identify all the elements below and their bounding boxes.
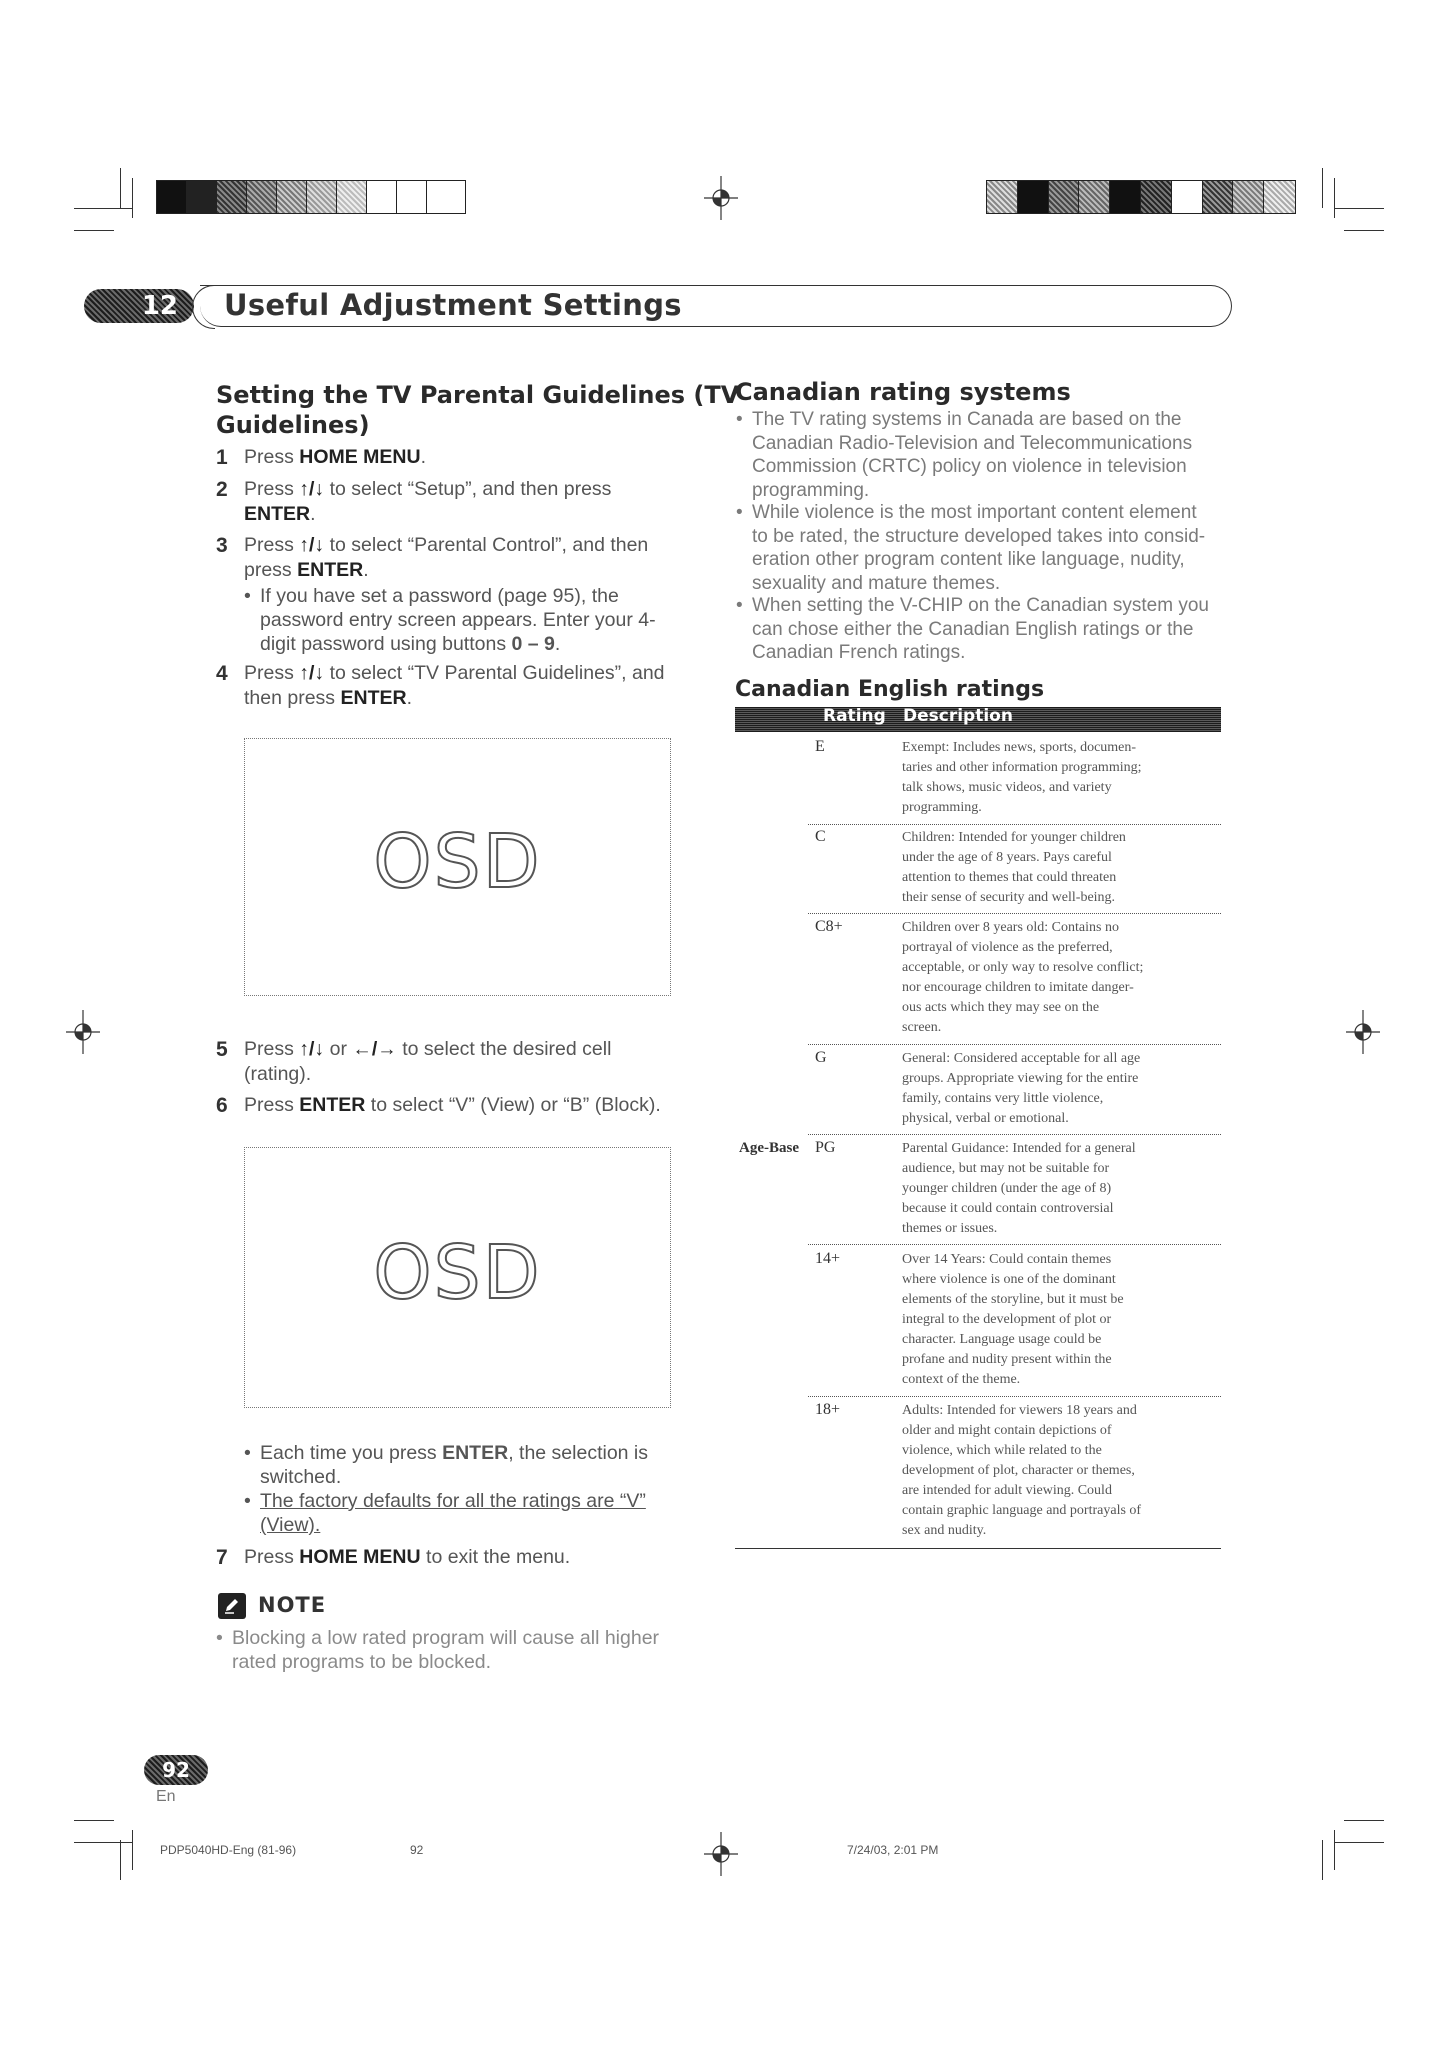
step-7 xyxy=(216,1545,571,1570)
rating-code: PG xyxy=(815,1139,836,1156)
description-line: family, contains very little violence, xyxy=(902,1091,1104,1106)
bullet-line: Canadian French ratings. xyxy=(752,642,966,663)
language-label: En xyxy=(156,1788,176,1805)
rating-code: G xyxy=(815,1049,827,1066)
rating-code: 14+ xyxy=(815,1250,841,1267)
description-line: Children over 8 years old: Contains no xyxy=(902,920,1119,935)
description-line: nor encourage children to imitate danger- xyxy=(902,980,1134,995)
step-number: 1 xyxy=(216,446,228,469)
step-text: then press xyxy=(244,687,341,709)
step-text: to select the desired cell xyxy=(396,1038,612,1060)
note-line: Blocking a low rated program will cause all higher xyxy=(232,1627,660,1649)
step-number: 4 xyxy=(216,662,228,685)
step-text: . xyxy=(420,446,427,468)
step-5 xyxy=(216,1037,612,1087)
step-3 xyxy=(216,533,649,583)
bullet-icon: • xyxy=(244,585,251,607)
section-title xyxy=(216,380,739,440)
canadian-english-subtitle: Canadian English ratings xyxy=(735,677,1045,702)
registration-target-icon xyxy=(1346,1010,1380,1054)
row-divider xyxy=(808,1134,1221,1135)
rating-code: E xyxy=(815,738,825,755)
age-base-label: Age-Base xyxy=(739,1140,799,1156)
color-bar-right xyxy=(986,180,1296,214)
step-text: Press xyxy=(244,1038,300,1060)
osd-placeholder xyxy=(244,1147,671,1408)
step-text: . xyxy=(310,503,316,525)
row-divider xyxy=(808,1396,1221,1397)
description-line: attention to themes that could threaten xyxy=(902,870,1117,885)
registration-target-icon xyxy=(704,176,738,220)
bullet-line: sexuality and mature themes. xyxy=(752,572,1001,594)
step-text: to select “V” (View) or “B” (Block). xyxy=(365,1094,661,1116)
rating-description xyxy=(902,1049,1222,1129)
bullet-factory-defaults xyxy=(244,1489,646,1537)
bullet-text: switched. xyxy=(260,1466,342,1488)
description-line: their sense of security and well-being. xyxy=(902,890,1116,905)
bullet-line: Canadian Radio-Television and Telecommunications xyxy=(752,432,1193,454)
section-title-line: Guidelines) xyxy=(216,411,370,439)
step-number: 3 xyxy=(216,534,228,557)
chapter-number: 12 xyxy=(141,291,178,321)
arrow-keys-icon: ←/→ xyxy=(352,1038,397,1060)
key-label: ENTER xyxy=(299,1094,366,1116)
bullet-line: While violence is the most important content element xyxy=(752,502,1197,523)
note-text xyxy=(216,1626,660,1674)
step-2 xyxy=(216,477,612,527)
step-text: Press xyxy=(244,478,300,500)
step-number: 5 xyxy=(216,1038,228,1061)
bullet-icon: • xyxy=(736,502,743,523)
row-divider xyxy=(808,824,1221,825)
description-line: violence, which while related to the xyxy=(902,1443,1102,1458)
key-label: ENTER xyxy=(297,559,364,581)
description-line: audience, but may not be suitable for xyxy=(902,1161,1110,1176)
column-header-rating: Rating xyxy=(823,706,886,726)
bullet-text: . xyxy=(554,633,561,655)
description-line: sex and nudity. xyxy=(902,1523,987,1538)
description-line: Over 14 Years: Could contain themes xyxy=(902,1252,1112,1267)
canadian-rating-title: Canadian rating systems xyxy=(735,378,1071,406)
arrow-keys-icon: ↑/↓ xyxy=(299,1038,325,1060)
description-line: context of the theme. xyxy=(902,1372,1021,1387)
description-line: elements of the storyline, but it must be xyxy=(902,1292,1124,1307)
osd-label: OSD xyxy=(373,819,542,905)
step-4 xyxy=(216,661,665,711)
description-line: General: Considered acceptable for all age xyxy=(902,1051,1141,1066)
bullet-text: password entry screen appears. Enter your 4- xyxy=(260,609,656,631)
step-text: Press xyxy=(244,1546,300,1568)
footer-page-number: 92 xyxy=(410,1843,424,1857)
rating-description xyxy=(902,918,1222,1038)
description-line: groups. Appropriate viewing for the entire xyxy=(902,1071,1139,1086)
bullet-icon: • xyxy=(736,595,743,616)
description-line: where violence is one of the dominant xyxy=(902,1272,1116,1287)
step-text: or xyxy=(324,1038,353,1060)
description-line: screen. xyxy=(902,1020,942,1035)
bullet-line: programming. xyxy=(752,479,870,501)
bullet-line: to be rated, the structure developed takes into consid- xyxy=(752,525,1206,547)
table-bottom-rule xyxy=(735,1548,1221,1549)
color-bar-left xyxy=(156,180,466,214)
bullet-text: The factory defaults for all the ratings are “V” xyxy=(260,1490,646,1512)
step-3-bullet xyxy=(244,584,656,656)
description-line: integral to the development of plot or xyxy=(902,1312,1112,1327)
description-line: Exempt: Includes news, sports, documen- xyxy=(902,740,1137,755)
description-line: are intended for adult viewing. Could xyxy=(902,1483,1112,1498)
description-line: younger children (under the age of 8) xyxy=(902,1181,1112,1196)
rating-code: C8+ xyxy=(815,918,843,935)
row-divider xyxy=(808,1044,1221,1045)
step-text: (rating). xyxy=(244,1063,312,1085)
row-divider xyxy=(808,913,1221,914)
note-line: rated programs to be blocked. xyxy=(232,1651,492,1673)
description-line: because it could contain controversial xyxy=(902,1201,1114,1216)
key-label: HOME MENU xyxy=(299,446,421,468)
osd-placeholder xyxy=(244,738,671,996)
rating-description xyxy=(902,738,1222,818)
bullet-text: Each time you press xyxy=(260,1442,443,1464)
bullet-line: can chose either the Canadian English ratings or the xyxy=(752,618,1194,640)
arrow-keys-icon: ↑/↓ xyxy=(299,478,325,500)
note-label: NOTE xyxy=(258,1593,327,1617)
step-text: to select “Setup”, and then press xyxy=(324,478,612,500)
description-line: talk shows, music videos, and variety xyxy=(902,780,1112,795)
note-pencil-icon xyxy=(218,1593,246,1619)
key-label: ENTER xyxy=(340,687,407,709)
chapter-badge xyxy=(84,289,194,323)
description-line: under the age of 8 years. Pays careful xyxy=(902,850,1112,865)
step-number: 2 xyxy=(216,478,228,501)
canadian-bullet xyxy=(736,408,1193,502)
bullet-line: The TV rating systems in Canada are based on the xyxy=(752,409,1182,430)
bullet-icon: • xyxy=(216,1627,223,1649)
step-text: Press xyxy=(244,1094,300,1116)
bullet-enter-switch xyxy=(244,1441,649,1489)
step-text: press xyxy=(244,559,298,581)
key-label: 0 – 9 xyxy=(511,633,555,655)
chapter-title: Useful Adjustment Settings xyxy=(224,288,682,322)
registration-target-icon xyxy=(704,1832,738,1876)
step-number: 6 xyxy=(216,1094,228,1117)
canadian-bullet xyxy=(736,594,1209,665)
step-text: . xyxy=(363,559,369,581)
step-text: Press xyxy=(244,446,300,468)
footer-file-name: PDP5040HD-Eng (81-96) xyxy=(160,1843,297,1857)
footer-datetime: 7/24/03, 2:01 PM xyxy=(847,1843,939,1857)
step-text: Press xyxy=(244,534,300,556)
key-label: HOME MENU xyxy=(299,1546,421,1568)
key-label: ENTER xyxy=(244,503,311,525)
page-number-badge xyxy=(144,1755,208,1785)
description-line: development of plot, character or themes, xyxy=(902,1463,1135,1478)
osd-label: OSD xyxy=(373,1230,542,1316)
bullet-icon: • xyxy=(736,409,743,430)
description-line: physical, verbal or emotional. xyxy=(902,1111,1069,1126)
bullet-text: (View). xyxy=(260,1514,321,1536)
description-line: themes or issues. xyxy=(902,1221,998,1236)
rating-code: 18+ xyxy=(815,1401,841,1418)
canadian-bullet xyxy=(736,501,1206,595)
page-number: 92 xyxy=(162,1758,190,1782)
description-line: older and might contain depictions of xyxy=(902,1423,1112,1438)
description-line: programming. xyxy=(902,800,982,815)
step-text: . xyxy=(406,687,412,709)
rating-code: C xyxy=(815,828,826,845)
rating-description xyxy=(902,1139,1222,1239)
description-line: contain graphic language and portrayals of xyxy=(902,1503,1142,1518)
bullet-text: If you have set a password (page 95), the xyxy=(260,585,619,607)
description-line: Children: Intended for younger children xyxy=(902,830,1126,845)
step-1 xyxy=(216,445,427,470)
registration-target-icon xyxy=(66,1010,100,1054)
column-header-description: Description xyxy=(903,706,1013,726)
bullet-line: eration other program content like language, nudity, xyxy=(752,549,1185,570)
bullet-icon: • xyxy=(244,1490,251,1512)
bullet-icon: • xyxy=(244,1442,251,1464)
step-text: to exit the menu. xyxy=(420,1546,571,1568)
bullet-text: digit password using buttons xyxy=(260,633,512,655)
rating-description xyxy=(902,1250,1222,1390)
arrow-keys-icon: ↑/↓ xyxy=(299,662,325,684)
bullet-line: Commission (CRTC) policy on violence in television xyxy=(752,456,1187,477)
description-line: character. Language usage could be xyxy=(902,1332,1102,1347)
description-line: Parental Guidance: Intended for a general xyxy=(902,1141,1136,1156)
row-divider xyxy=(808,1244,1221,1245)
arrow-keys-icon: ↑/↓ xyxy=(299,534,325,556)
description-line: acceptable, or only way to resolve conflict; xyxy=(902,960,1144,975)
description-line: taries and other information programming; xyxy=(902,760,1142,775)
key-label: ENTER xyxy=(442,1442,509,1464)
bullet-line: When setting the V-CHIP on the Canadian system you xyxy=(752,595,1209,616)
section-title-line: Setting the TV Parental Guidelines (TV xyxy=(216,381,740,409)
rating-description xyxy=(902,828,1222,908)
description-line: portrayal of violence as the preferred, xyxy=(902,940,1113,955)
bullet-text: , the selection is xyxy=(508,1442,649,1464)
rating-description xyxy=(902,1401,1222,1541)
step-text: to select “TV Parental Guidelines”, and xyxy=(324,662,665,684)
description-line: Adults: Intended for viewers 18 years and xyxy=(902,1403,1137,1418)
table-header xyxy=(735,707,1221,732)
description-line: ous acts which they may see on the xyxy=(902,1000,1100,1015)
step-number: 7 xyxy=(216,1546,228,1569)
step-text: to select “Parental Control”, and then xyxy=(324,534,649,556)
step-6 xyxy=(216,1093,661,1118)
description-line: profane and nudity present within the xyxy=(902,1352,1112,1367)
step-text: Press xyxy=(244,662,300,684)
